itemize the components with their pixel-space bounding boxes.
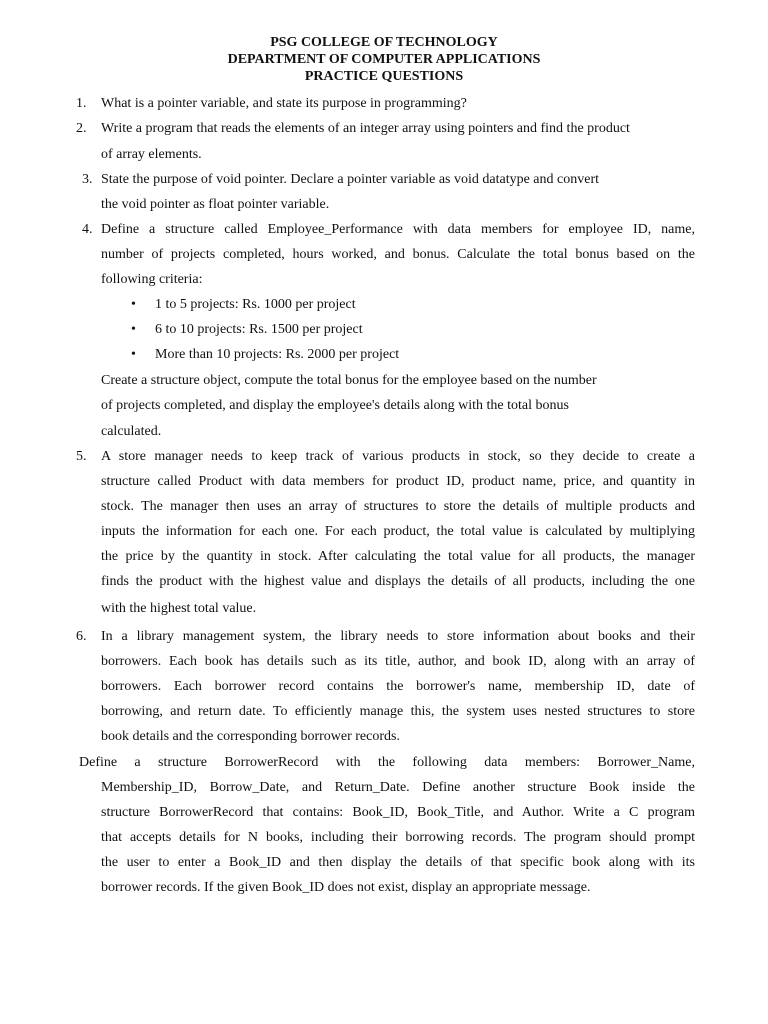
question-text: State the purpose of void pointer. Declare a pointer variable as void datatype and convert (101, 172, 599, 187)
question-number: 3. (82, 172, 93, 187)
question-text: A store manager needs to keep track of various products in stock, so they decide to create a (101, 449, 695, 464)
definition-text: the user to enter a Book_ID and then display the details of that specific book along with its (101, 855, 695, 870)
definition-text: that accepts details for N books, including their borrowing records. The program should prompt (101, 830, 695, 845)
definition-text: Define a structure BorrowerRecord with the following data members: Borrower_Name, (79, 755, 695, 770)
question-text: of projects completed, and display the employee's details along with the total bonus (101, 398, 569, 413)
question-text: structure called Product with data members for product ID, product name, price, and quantity in (101, 474, 695, 489)
question-text: finds the product with the highest value and displays the details of all products, including the one (101, 574, 695, 589)
question-text: following criteria: (101, 272, 203, 287)
college-name: PSG COLLEGE OF TECHNOLOGY (270, 35, 498, 50)
question-text: Define a structure called Employee_Performance with data members for employee ID, name, (101, 222, 695, 237)
criteria-text: More than 10 projects: Rs. 2000 per project (155, 347, 400, 362)
definition-text: Membership_ID, Borrow_Date, and Return_Date. Define another structure Book inside the (101, 780, 695, 795)
question-text: the void pointer as float pointer variable. (101, 197, 330, 212)
bullet-icon: • (131, 297, 136, 312)
question-text: inputs the information for each one. For each product, the total value is calculated by multiplying (101, 524, 695, 539)
question-text: book details and the corresponding borrower records. (101, 729, 400, 744)
question-text: number of projects completed, hours worked, and bonus. Calculate the total bonus based on the (101, 247, 695, 262)
question-text: Write a program that reads the elements of an integer array using pointers and find the product (101, 121, 630, 136)
question-text: Create a structure object, compute the total bonus for the employee based on the number (101, 373, 597, 388)
question-text: borrowers. Each book has details such as its title, author, and book ID, along with an array of (101, 654, 695, 669)
question-text: In a library management system, the library needs to store information about books and their (101, 629, 695, 644)
question-text: What is a pointer variable, and state its purpose in programming? (101, 96, 467, 111)
question-text: of array elements. (101, 147, 202, 162)
criteria-item (131, 322, 363, 338)
question-number: 2. (76, 121, 87, 136)
criteria-item (131, 297, 356, 313)
document-title: PRACTICE QUESTIONS (304, 69, 464, 84)
question-number: 1. (76, 96, 87, 111)
question-number: 6. (76, 629, 87, 644)
bullet-icon: • (131, 322, 136, 337)
question-number: 4. (82, 222, 93, 237)
definition-text: structure BorrowerRecord that contains: Book_ID, Book_Title, and Author. Write a C program (101, 805, 695, 820)
question-text: with the highest total value. (101, 601, 257, 616)
question-text: stock. The manager then uses an array of structures to store the details of multiple products and (101, 499, 695, 514)
department-name: DEPARTMENT OF COMPUTER APPLICATIONS (227, 52, 541, 67)
criteria-text: 1 to 5 projects: Rs. 1000 per project (155, 297, 356, 312)
criteria-text: 6 to 10 projects: Rs. 1500 per project (155, 322, 363, 337)
question-text: borrowers. Each borrower record contains the borrower's name, membership ID, date of (101, 679, 695, 694)
bullet-icon: • (131, 347, 136, 362)
question-text: borrowing, and return date. To efficiently manage this, the system uses nested structures to store (101, 704, 695, 719)
criteria-item (131, 347, 399, 363)
definition-text: borrower records. If the given Book_ID does not exist, display an appropriate message. (101, 880, 591, 895)
question-number: 5. (76, 449, 87, 464)
document-header (0, 34, 768, 85)
question-text: calculated. (101, 424, 162, 439)
question-text: the price by the quantity in stock. After calculating the total value for all products, the manager (101, 549, 695, 564)
